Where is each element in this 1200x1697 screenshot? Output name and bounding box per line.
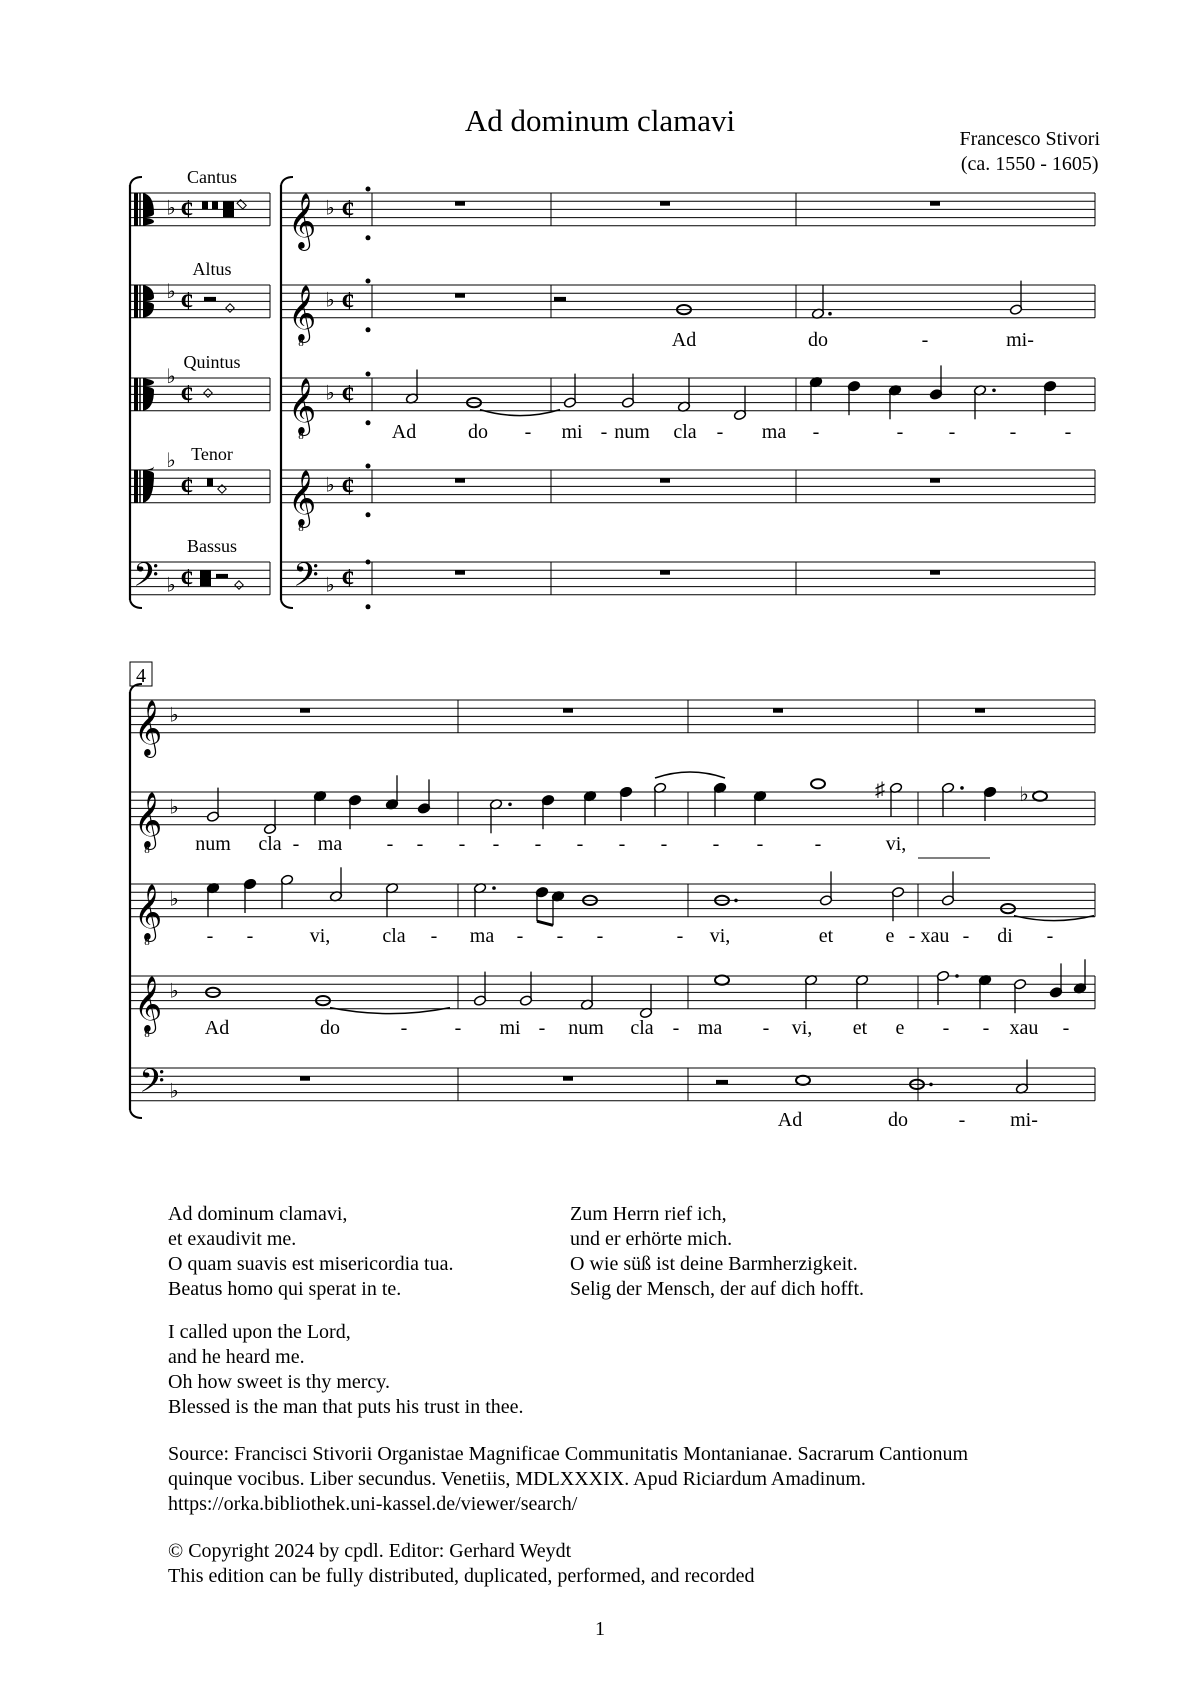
incipit-note bbox=[226, 304, 234, 312]
lyrics-columns bbox=[168, 1202, 1128, 1302]
lyric-syllable: - bbox=[1046, 925, 1054, 947]
lyric-syllable: - bbox=[756, 833, 764, 855]
lyric-syllable: do bbox=[888, 1109, 908, 1131]
whole-rest bbox=[930, 201, 940, 206]
voice-name: Altus bbox=[192, 259, 232, 279]
quarter-note bbox=[888, 384, 901, 419]
whole-rest bbox=[660, 201, 670, 206]
lyric-syllable: - bbox=[908, 925, 916, 947]
flat-sign-icon: ♭ bbox=[166, 366, 176, 388]
lyric-syllable: - bbox=[292, 833, 300, 855]
half-note bbox=[489, 798, 502, 833]
lyric-syllable: ma bbox=[469, 925, 495, 947]
lyric-syllable: - bbox=[246, 925, 254, 947]
text-section bbox=[168, 1202, 1128, 1589]
lyric-syllable: Ad bbox=[391, 421, 417, 443]
lyric-syllable: - bbox=[492, 833, 500, 855]
bass-clef-icon: 𝄢 bbox=[293, 556, 319, 602]
flat-sign-icon: ♭ bbox=[169, 704, 179, 727]
copyright-line: © Copyright 2024 by cpdl. Editor: Gerhard Weydt bbox=[168, 1540, 572, 1562]
whole-note bbox=[811, 779, 825, 788]
copyright-line: This edition can be fully distributed, duplicated, performed, and recorded bbox=[168, 1565, 755, 1587]
lyric-syllable: - bbox=[534, 833, 542, 855]
ambitus-mark bbox=[366, 327, 371, 332]
lyric-syllable: - bbox=[814, 833, 822, 855]
flat-sign-icon: ♭ bbox=[166, 574, 176, 597]
lyric-syllable: Ad bbox=[777, 1109, 803, 1131]
ambitus-mark bbox=[366, 187, 371, 192]
bracket-hook bbox=[130, 1110, 142, 1118]
lyric-syllable: - bbox=[556, 925, 564, 947]
tie bbox=[655, 772, 725, 778]
lyric-syllable: Ad bbox=[204, 1017, 230, 1039]
english-line: Oh how sweet is thy mercy. bbox=[168, 1371, 390, 1393]
quarter-note bbox=[983, 786, 996, 821]
c-clef-icon bbox=[134, 378, 154, 411]
flat-sign-icon: ♭ bbox=[166, 281, 176, 304]
flat-sign-icon: ♭ bbox=[1019, 784, 1029, 807]
half-note bbox=[855, 974, 868, 1009]
latin-line: et exaudivit me. bbox=[168, 1228, 297, 1250]
lyric-syllable: - bbox=[676, 925, 684, 947]
english-line: and he heard me. bbox=[168, 1346, 305, 1368]
dot bbox=[992, 389, 996, 393]
source-line: Source: Francisci Stivorii Organistae Magnificae Communitatis Montanianae. Sacrarum Cantionum bbox=[168, 1443, 969, 1465]
flat-sign-icon: ♭ bbox=[325, 382, 335, 405]
half-note bbox=[385, 882, 398, 917]
whole-rest bbox=[563, 1076, 573, 1081]
whole-rest bbox=[455, 293, 465, 298]
german-line: Selig der Mensch, der auf dich hofft. bbox=[570, 1278, 864, 1300]
source-note bbox=[168, 1442, 1128, 1517]
voice-name: Cantus bbox=[186, 167, 238, 187]
notehead bbox=[1033, 792, 1047, 801]
sharp-sign-icon: ♯ bbox=[875, 779, 885, 801]
lyric-syllable: xau bbox=[920, 925, 950, 947]
whole-rest bbox=[660, 478, 670, 483]
lyric-syllable: num bbox=[614, 421, 650, 443]
flat-sign-icon: ♭ bbox=[169, 796, 179, 819]
quarter-note bbox=[348, 794, 361, 829]
ambitus-mark bbox=[366, 420, 371, 425]
octave-marker: 8 bbox=[298, 521, 304, 534]
breve-rest bbox=[212, 201, 218, 209]
lyric-syllable: num bbox=[568, 1017, 604, 1039]
quarter-note bbox=[385, 775, 398, 810]
lyric-syllable: mi- bbox=[1006, 329, 1034, 351]
beam bbox=[537, 921, 553, 925]
half-note bbox=[263, 800, 276, 835]
bracket-hook bbox=[130, 177, 142, 185]
quarter-note bbox=[1049, 963, 1062, 998]
quarter-note bbox=[753, 790, 766, 825]
half-rest bbox=[554, 297, 566, 302]
octave-marker: 8 bbox=[144, 843, 150, 856]
copyright-note bbox=[168, 1539, 1128, 1589]
lyric-syllable: mi bbox=[499, 1017, 521, 1039]
quarter-note bbox=[313, 790, 326, 825]
whole-rest bbox=[975, 708, 985, 713]
bass-clef-icon: 𝄢 bbox=[139, 1062, 165, 1108]
bass-clef-icon: 𝄢 bbox=[133, 556, 159, 602]
bracket-hook bbox=[281, 600, 293, 608]
quarter-note bbox=[978, 974, 991, 1009]
half-note bbox=[677, 378, 690, 413]
incipit-note bbox=[204, 389, 212, 397]
lyric-syllable: - bbox=[206, 925, 214, 947]
incipit-note bbox=[235, 581, 243, 589]
lyric-syllable: - bbox=[712, 833, 720, 855]
lyric-syllable: Ad bbox=[671, 329, 697, 351]
notehead bbox=[715, 976, 729, 985]
latin-line: O quam suavis est misericordia tua. bbox=[168, 1253, 454, 1275]
quarter-note bbox=[243, 878, 256, 913]
lyric-syllable: xau bbox=[1009, 1017, 1039, 1039]
longa-note bbox=[223, 201, 234, 217]
treble-clef-icon: 𝄞 bbox=[133, 885, 163, 939]
c-clef-icon bbox=[134, 466, 154, 503]
lyric-syllable: - bbox=[454, 1017, 462, 1039]
ambitus-mark bbox=[366, 512, 371, 517]
composer-dates: (ca. 1550 - 1605) bbox=[960, 153, 1099, 175]
half-note bbox=[519, 972, 532, 1007]
half-note bbox=[1013, 978, 1026, 1013]
lyric-syllable: cla bbox=[673, 421, 697, 443]
half-note bbox=[973, 384, 986, 419]
half-note bbox=[280, 874, 293, 909]
octave-marker: 8 bbox=[298, 429, 304, 442]
latin-line: Ad dominum clamavi, bbox=[168, 1203, 348, 1225]
flat-sign-icon: ♭ bbox=[166, 449, 176, 472]
lyric-syllable: mi bbox=[561, 421, 583, 443]
lyric-syllable: - bbox=[524, 421, 532, 443]
lyric-syllable: vi, bbox=[885, 833, 907, 855]
flat-sign-icon: ♭ bbox=[169, 980, 179, 1003]
half-note bbox=[819, 871, 832, 906]
treble-clef-icon: 𝄞 bbox=[287, 379, 317, 433]
lyric-syllable: - bbox=[716, 421, 724, 443]
eighth-note bbox=[551, 890, 564, 925]
page-number: 1 bbox=[595, 1618, 605, 1640]
lyric-syllable: - bbox=[576, 833, 584, 855]
lyric-syllable: - bbox=[600, 421, 608, 443]
lyric-syllable: vi, bbox=[791, 1017, 813, 1039]
treble-clef-icon: 𝄞 bbox=[287, 471, 317, 525]
quarter-note bbox=[929, 365, 942, 400]
whole-rest bbox=[300, 708, 310, 713]
treble-clef-icon: 𝄞 bbox=[133, 977, 163, 1031]
half-note bbox=[811, 285, 824, 320]
half-note bbox=[206, 788, 219, 823]
lyric-syllable: - bbox=[982, 1017, 990, 1039]
flat-sign-icon: ♭ bbox=[325, 289, 335, 312]
whole-rest bbox=[455, 570, 465, 575]
flat-sign-icon: ♭ bbox=[325, 197, 335, 220]
quarter-note bbox=[713, 782, 726, 817]
composer-name: Francesco Stivori bbox=[959, 128, 1100, 150]
treble-clef-icon: 𝄞 bbox=[287, 194, 317, 248]
half-note bbox=[329, 867, 342, 902]
lyric-syllable: - bbox=[812, 421, 820, 443]
half-note bbox=[1009, 281, 1022, 316]
half-note bbox=[941, 871, 954, 906]
half-note bbox=[936, 970, 949, 1005]
half-note bbox=[563, 374, 576, 409]
c-clef-icon bbox=[134, 193, 154, 226]
voice-name: Quintus bbox=[183, 352, 241, 372]
half-note bbox=[891, 886, 904, 921]
whole-rest bbox=[930, 570, 940, 575]
lyric-syllable: - bbox=[1009, 421, 1017, 443]
dot bbox=[734, 899, 738, 903]
flat-sign-icon: ♭ bbox=[169, 1080, 179, 1103]
score-system-2 bbox=[130, 684, 1095, 1131]
whole-rest bbox=[455, 478, 465, 483]
octave-marker: 8 bbox=[144, 935, 150, 948]
lyric-syllable: - bbox=[458, 833, 466, 855]
lyric-syllable: - bbox=[921, 329, 929, 351]
staff bbox=[131, 1068, 1095, 1101]
staff bbox=[131, 976, 1095, 1009]
treble-clef-icon: 𝄞 bbox=[133, 701, 163, 755]
whole-rest bbox=[773, 708, 783, 713]
staff bbox=[282, 470, 1095, 503]
lyric-syllable: vi, bbox=[309, 925, 331, 947]
lyric-syllable: - bbox=[516, 925, 524, 947]
whole-rest bbox=[455, 201, 465, 206]
lyric-syllable: do bbox=[468, 421, 488, 443]
lyric-syllable: do bbox=[320, 1017, 340, 1039]
alla-breve-icon: ¢ bbox=[180, 286, 194, 316]
half-note bbox=[733, 386, 746, 421]
measure-number-text: 4 bbox=[136, 665, 146, 687]
dot bbox=[492, 886, 496, 890]
half-note bbox=[580, 976, 593, 1011]
eighth-note bbox=[535, 886, 548, 921]
alla-breve-icon: ¢ bbox=[180, 471, 194, 501]
page-title: Ad dominum clamavi bbox=[464, 103, 736, 138]
quarter-note bbox=[1043, 380, 1056, 415]
latin-text bbox=[168, 1202, 570, 1302]
lyric-syllable: - bbox=[762, 1017, 770, 1039]
half-note bbox=[639, 984, 652, 1019]
lyric-syllable: - bbox=[1062, 1017, 1070, 1039]
lyric-syllable: cla bbox=[258, 833, 282, 855]
whole-note bbox=[715, 976, 729, 985]
half-rest bbox=[716, 1080, 728, 1085]
lyric-syllable: ma bbox=[697, 1017, 723, 1039]
alla-breve-icon: ¢ bbox=[341, 194, 355, 224]
alla-breve-icon: ¢ bbox=[341, 286, 355, 316]
ambitus-mark bbox=[366, 372, 371, 377]
score-system-1 bbox=[130, 167, 1095, 609]
half-note bbox=[1015, 1060, 1028, 1095]
whole-rest bbox=[930, 478, 940, 483]
alla-breve-icon: ¢ bbox=[180, 379, 194, 409]
dot bbox=[955, 974, 959, 978]
octave-marker: 8 bbox=[298, 336, 304, 349]
lyric-syllable: - bbox=[430, 925, 438, 947]
lyric-syllable: - bbox=[672, 1017, 680, 1039]
half-rest bbox=[216, 574, 228, 579]
treble-clef-icon: 𝄞 bbox=[133, 793, 163, 847]
german-text bbox=[570, 1202, 1070, 1302]
lyric-syllable: - bbox=[962, 925, 970, 947]
half-note bbox=[653, 782, 666, 817]
lyric-syllable: ma bbox=[317, 833, 343, 855]
quarter-note bbox=[206, 882, 219, 917]
whole-note bbox=[796, 1076, 810, 1085]
staff bbox=[131, 700, 1095, 733]
latin-line: Beatus homo qui sperat in te. bbox=[168, 1278, 402, 1300]
half-note bbox=[889, 782, 902, 817]
staff bbox=[282, 193, 1095, 226]
flat-sign-icon: ♭ bbox=[166, 197, 176, 220]
lyric-syllable: - bbox=[896, 421, 904, 443]
quarter-note bbox=[809, 376, 822, 411]
dot bbox=[960, 786, 964, 790]
voice-name: Tenor bbox=[191, 444, 233, 464]
ambitus-mark bbox=[366, 235, 371, 240]
half-note bbox=[804, 974, 817, 1009]
half-note bbox=[621, 374, 634, 409]
lyric-syllable: cla bbox=[630, 1017, 654, 1039]
half-note bbox=[473, 882, 486, 917]
dot bbox=[929, 1083, 933, 1087]
half-note bbox=[473, 972, 486, 1007]
lyric-syllable: et bbox=[818, 925, 834, 947]
breve-rest bbox=[202, 201, 208, 209]
english-line: Blessed is the man that puts his trust in thee. bbox=[168, 1396, 524, 1418]
lyric-syllable: di bbox=[997, 925, 1013, 947]
flat-sign-icon: ♭ bbox=[325, 474, 335, 497]
quarter-note bbox=[1073, 959, 1086, 994]
german-line: und er erhörte mich. bbox=[570, 1228, 733, 1250]
alla-breve-icon: ¢ bbox=[180, 563, 194, 593]
lyric-syllable: - bbox=[618, 833, 626, 855]
alla-breve-icon: ¢ bbox=[341, 379, 355, 409]
quarter-note bbox=[541, 794, 554, 829]
lyric-syllable: cla bbox=[382, 925, 406, 947]
lyric-syllable: ma bbox=[761, 421, 787, 443]
bracket-hook bbox=[281, 177, 293, 185]
ambitus-mark bbox=[366, 604, 371, 609]
ambitus-mark bbox=[366, 560, 371, 565]
dot bbox=[508, 803, 512, 807]
breve-rest bbox=[207, 478, 213, 486]
lyric-syllable: mi- bbox=[1010, 1109, 1038, 1131]
lyric-syllable: et bbox=[852, 1017, 868, 1039]
alla-breve-icon: ¢ bbox=[341, 471, 355, 501]
english-text bbox=[168, 1320, 1128, 1420]
source-url: https://orka.bibliothek.uni-kassel.de/viewer/search/ bbox=[168, 1493, 578, 1515]
german-line: Zum Herrn rief ich, bbox=[570, 1203, 727, 1225]
german-line: O wie süß ist deine Barmherzigkeit. bbox=[570, 1253, 858, 1275]
treble-clef-icon: 𝄞 bbox=[287, 286, 317, 340]
measure-number bbox=[130, 662, 152, 687]
half-rest bbox=[204, 297, 216, 302]
lyric-syllable: - bbox=[1064, 421, 1072, 443]
voice-name: Bassus bbox=[186, 536, 238, 556]
lyric-syllable: - bbox=[538, 1017, 546, 1039]
octave-marker: 8 bbox=[144, 1027, 150, 1040]
lyric-syllable: - bbox=[400, 1017, 408, 1039]
whole-rest bbox=[660, 570, 670, 575]
quarter-note bbox=[619, 786, 632, 821]
whole-rest bbox=[563, 708, 573, 713]
dot bbox=[828, 312, 832, 316]
staff bbox=[282, 562, 1095, 595]
whole-rest bbox=[300, 1076, 310, 1081]
lyric-syllable: - bbox=[660, 833, 668, 855]
alla-breve-icon: ¢ bbox=[180, 194, 194, 224]
lyric-syllable: - bbox=[948, 421, 956, 443]
lyric-syllable: do bbox=[808, 329, 828, 351]
quarter-note bbox=[847, 380, 860, 415]
ambitus-mark bbox=[366, 464, 371, 469]
english-line: I called upon the Lord, bbox=[168, 1321, 351, 1343]
lyric-syllable: - bbox=[596, 925, 604, 947]
flat-sign-icon: ♭ bbox=[169, 888, 179, 911]
lyric-syllable: - bbox=[386, 833, 394, 855]
lyric-syllable: e bbox=[895, 1017, 905, 1039]
lyric-syllable: num bbox=[195, 833, 231, 855]
lyric-syllable: - bbox=[942, 1017, 950, 1039]
longa-note bbox=[200, 570, 211, 586]
lyric-syllable: e bbox=[885, 925, 895, 947]
quarter-note bbox=[583, 790, 596, 825]
lyric-syllable: - bbox=[958, 1109, 966, 1131]
notehead bbox=[796, 1076, 810, 1085]
lyric-syllable: - bbox=[416, 833, 424, 855]
flat-sign-icon: ♭ bbox=[325, 574, 335, 597]
whole-note bbox=[1033, 792, 1047, 801]
quarter-note bbox=[417, 779, 430, 814]
ambitus-mark bbox=[366, 279, 371, 284]
half-note bbox=[405, 370, 418, 405]
lyric-syllable: vi, bbox=[709, 925, 731, 947]
source-line: quinque vocibus. Liber secundus. Venetiis, MDLXXXIX. Apud Riciardum Amadinum. bbox=[168, 1468, 866, 1490]
half-note bbox=[941, 782, 954, 817]
alla-breve-icon: ¢ bbox=[341, 563, 355, 593]
notehead bbox=[811, 779, 825, 788]
